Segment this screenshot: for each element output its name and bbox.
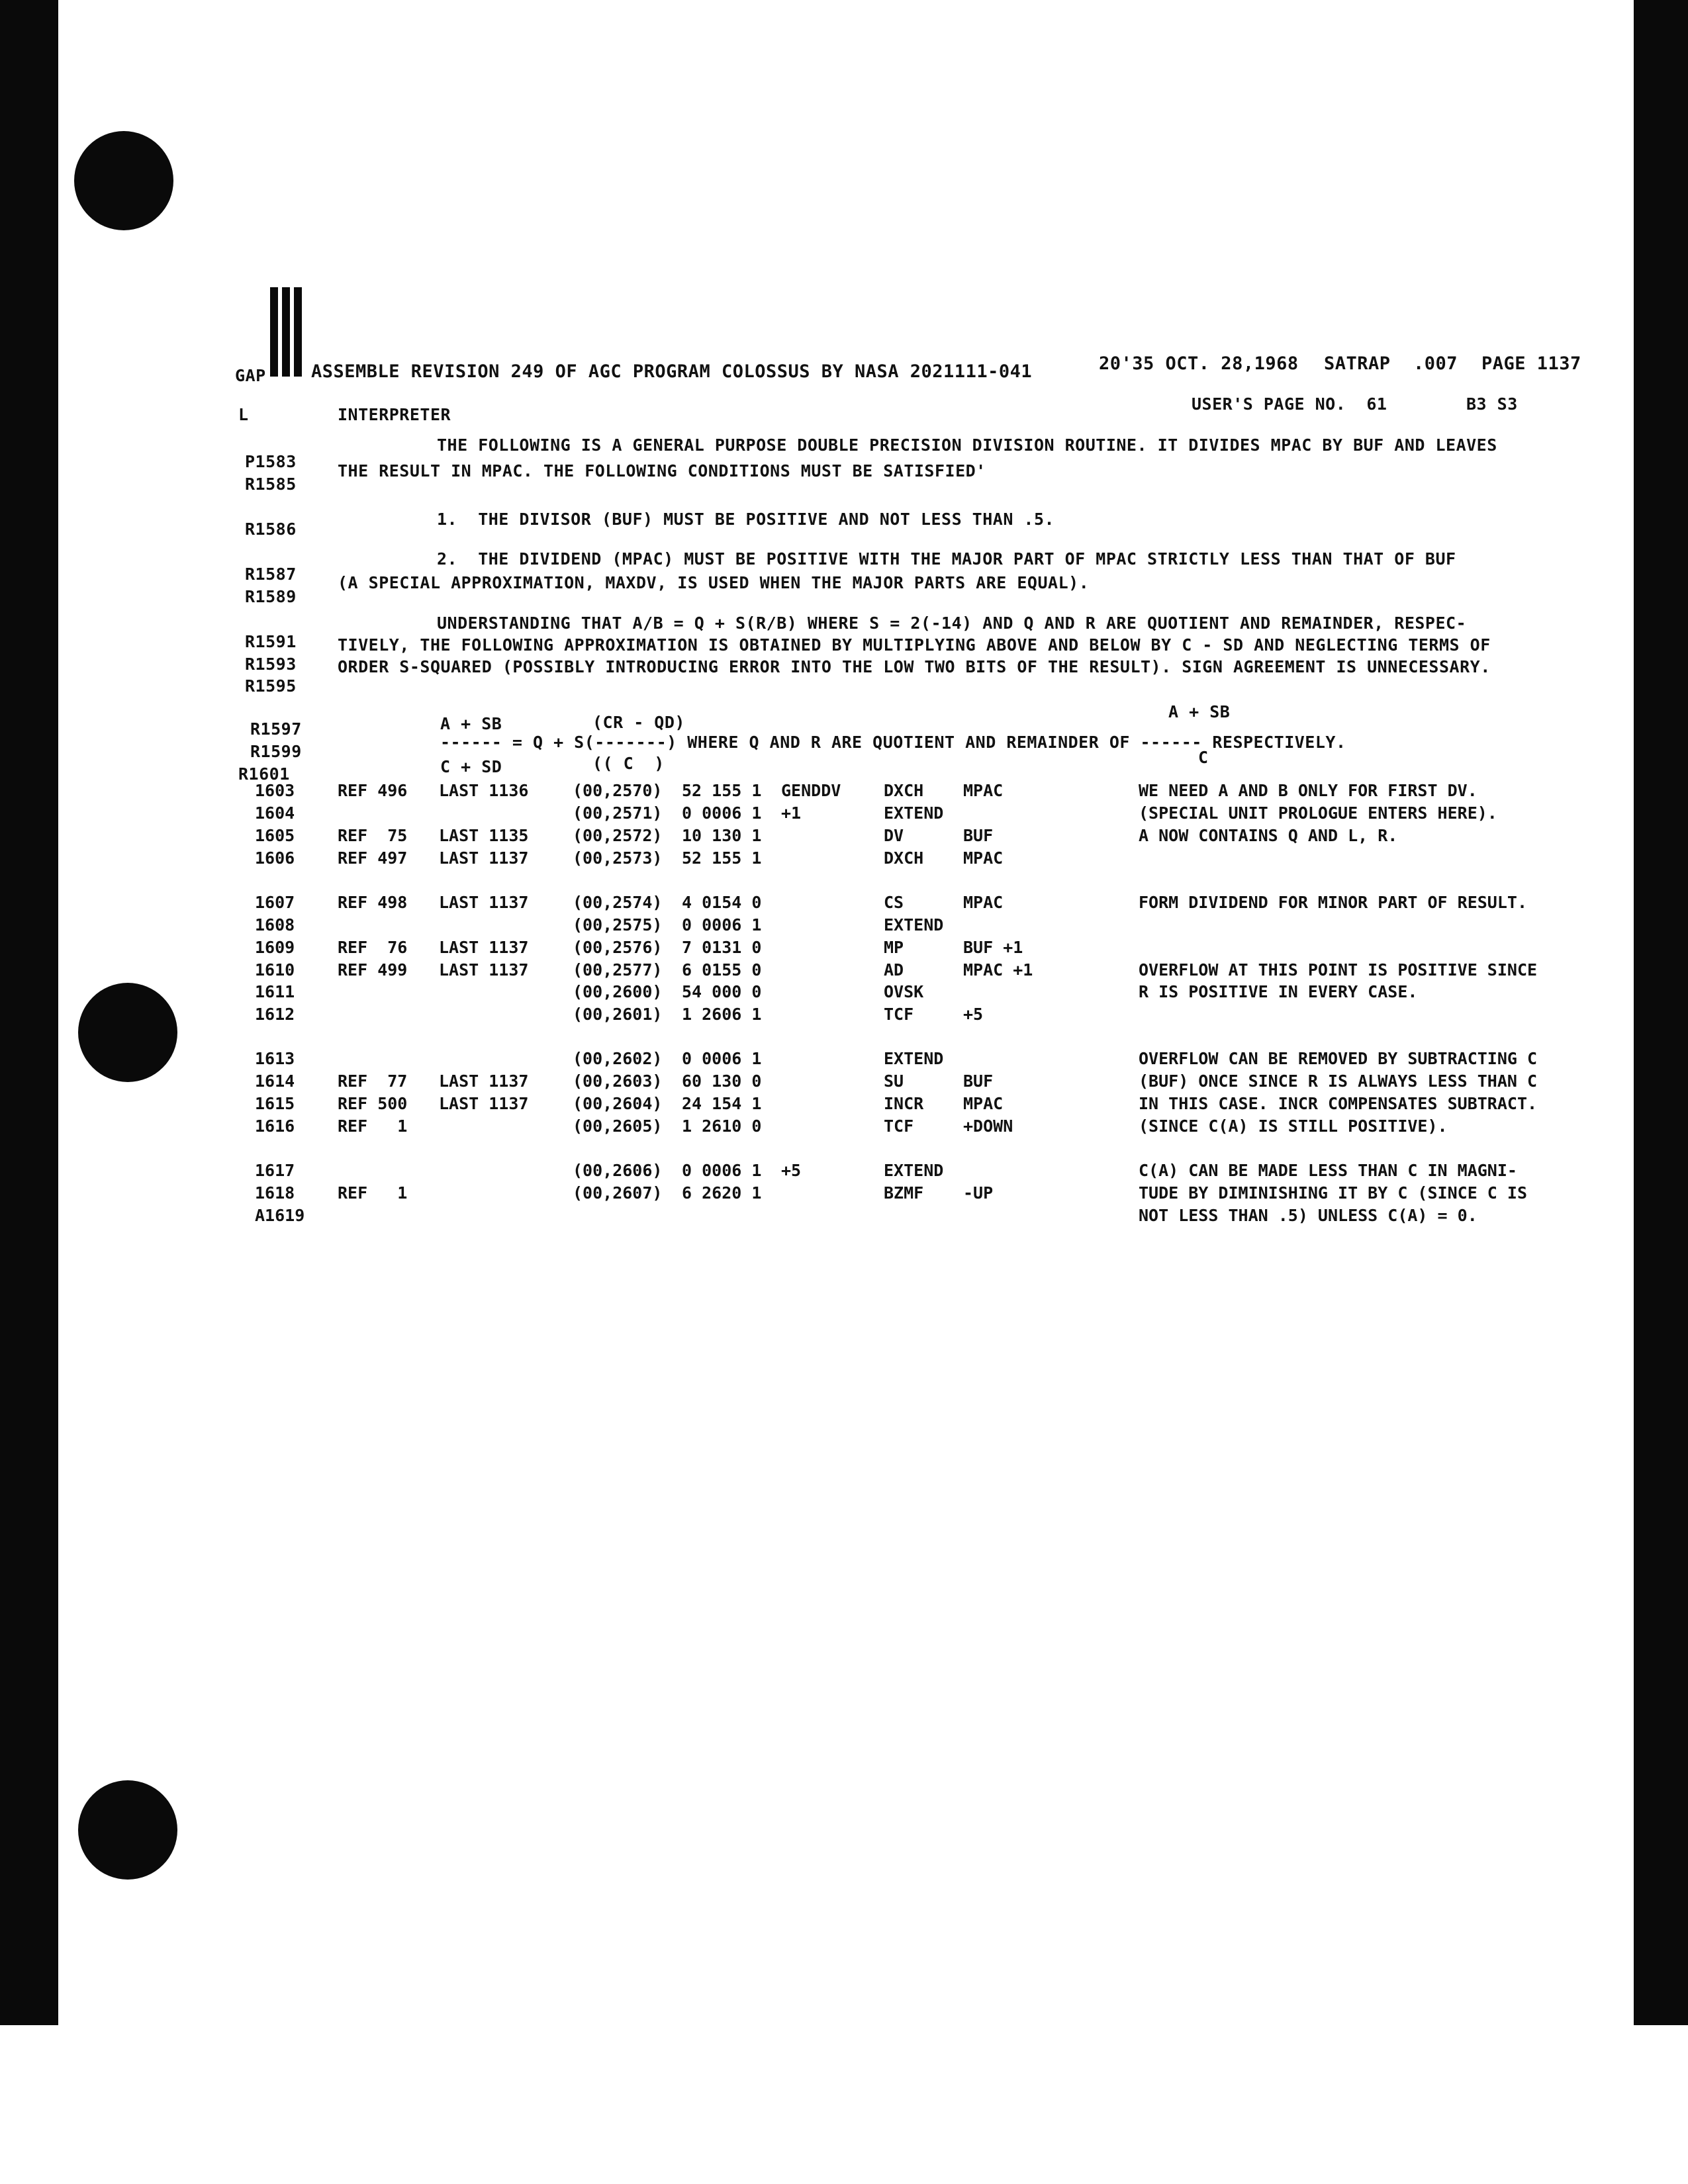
code-last: LAST 1137 bbox=[439, 1094, 529, 1113]
subheader-section: INTERPRETER bbox=[338, 405, 451, 424]
code-operand: MPAC bbox=[963, 848, 1004, 868]
remark-label: R1586 bbox=[245, 520, 297, 539]
formula-label: R1599 bbox=[250, 742, 302, 761]
code-last: LAST 1137 bbox=[439, 1071, 529, 1091]
code-ref: REF 498 bbox=[338, 893, 408, 912]
scan-edge-left bbox=[0, 0, 58, 2025]
code-octal-word: 24 154 1 bbox=[682, 1094, 762, 1113]
code-opcode: EXTEND bbox=[884, 803, 944, 823]
subheader-type: L bbox=[238, 405, 249, 424]
formula-label: R1597 bbox=[250, 719, 302, 739]
remark-text: ORDER S-SQUARED (POSSIBLY INTRODUCING ERROR INTO THE LOW TWO BITS OF THE RESULT). SIGN AGREEMENT IS UNNECESSARY. bbox=[338, 657, 1491, 676]
code-address: (00,2571) bbox=[573, 803, 663, 823]
code-address: (00,2601) bbox=[573, 1005, 663, 1024]
code-octal-word: 60 130 0 bbox=[682, 1071, 762, 1091]
code-line-number: 1614 bbox=[255, 1071, 295, 1091]
formula-numerator-middle: (CR - QD) bbox=[592, 713, 685, 732]
code-address: (00,2572) bbox=[573, 826, 663, 845]
remark-text: 2. THE DIVIDEND (MPAC) MUST BE POSITIVE WITH THE MAJOR PART OF MPAC STRICTLY LESS THAN THAT OF BUF bbox=[437, 549, 1456, 569]
code-opcode: INCR bbox=[884, 1094, 924, 1113]
listing-marker-bars bbox=[270, 287, 303, 377]
code-ref: REF 75 bbox=[338, 826, 408, 845]
code-ref: REF 497 bbox=[338, 848, 408, 868]
code-opcode: EXTEND bbox=[884, 915, 944, 934]
code-last: LAST 1137 bbox=[439, 960, 529, 979]
code-line-number: 1613 bbox=[255, 1049, 295, 1068]
code-ref: REF 1 bbox=[338, 1183, 408, 1203]
subheader-codes: B3 S3 bbox=[1466, 394, 1518, 414]
header-timestamp: 20'35 OCT. 28,1968 bbox=[1099, 353, 1299, 374]
remark-label: R1595 bbox=[245, 676, 297, 696]
code-last: LAST 1137 bbox=[439, 893, 529, 912]
code-comment: TUDE BY DIMINISHING IT BY C (SINCE C IS bbox=[1139, 1183, 1527, 1203]
code-octal-word: 10 130 1 bbox=[682, 826, 762, 845]
code-octal-word: 7 0131 0 bbox=[682, 938, 762, 957]
code-comment: NOT LESS THAN .5) UNLESS C(A) = 0. bbox=[1139, 1206, 1477, 1225]
code-last: LAST 1136 bbox=[439, 781, 529, 800]
formula-main-line: ------ = Q + S(-------) WHERE Q AND R ARE QUOTIENT AND REMAINDER OF ------ RESPECTIVELY. bbox=[440, 733, 1346, 752]
code-line-number: 1615 bbox=[255, 1094, 295, 1113]
code-opcode: EXTEND bbox=[884, 1161, 944, 1180]
code-comment: C(A) CAN BE MADE LESS THAN C IN MAGNI- bbox=[1139, 1161, 1517, 1180]
code-comment: OVERFLOW CAN BE REMOVED BY SUBTRACTING C bbox=[1139, 1049, 1538, 1068]
code-octal-word: 0 0006 1 bbox=[682, 803, 762, 823]
remark-text: UNDERSTANDING THAT A/B = Q + S(R/B) WHERE S = 2(-14) AND Q AND R ARE QUOTIENT AND REMAINDER, RESPEC- bbox=[437, 614, 1467, 633]
code-octal-word: 4 0154 0 bbox=[682, 893, 762, 912]
code-line-number: 1609 bbox=[255, 938, 295, 957]
code-ref: REF 499 bbox=[338, 960, 408, 979]
code-ref: REF 76 bbox=[338, 938, 408, 957]
code-last: LAST 1137 bbox=[439, 848, 529, 868]
header-assemble-line: ASSEMBLE REVISION 249 OF AGC PROGRAM COLOSSUS BY NASA 2021111-041 bbox=[311, 361, 1033, 382]
code-line-number: 1611 bbox=[255, 982, 295, 1001]
code-octal-word: 52 155 1 bbox=[682, 781, 762, 800]
code-ref: REF 1 bbox=[338, 1116, 408, 1136]
code-address: (00,2600) bbox=[573, 982, 663, 1001]
code-octal-word: 0 0006 1 bbox=[682, 915, 762, 934]
code-octal-word: 6 0155 0 bbox=[682, 960, 762, 979]
formula-label: R1601 bbox=[238, 764, 290, 784]
code-operand: +5 bbox=[963, 1005, 984, 1024]
code-opcode: BZMF bbox=[884, 1183, 924, 1203]
code-octal-word: 0 0006 1 bbox=[682, 1049, 762, 1068]
punch-hole-middle bbox=[78, 983, 177, 1082]
punch-hole-bottom bbox=[78, 1780, 177, 1880]
formula-denominator-right: C bbox=[1198, 748, 1209, 767]
code-address: (00,2603) bbox=[573, 1071, 663, 1091]
header-program: SATRAP bbox=[1324, 353, 1391, 374]
code-line-number: 1604 bbox=[255, 803, 295, 823]
code-opcode: CS bbox=[884, 893, 904, 912]
punch-hole-top bbox=[74, 131, 173, 230]
code-line-number: A1619 bbox=[255, 1206, 305, 1225]
code-address: (00,2570) bbox=[573, 781, 663, 800]
code-comment: FORM DIVIDEND FOR MINOR PART OF RESULT. bbox=[1139, 893, 1527, 912]
code-octal-word: 54 000 0 bbox=[682, 982, 762, 1001]
code-address: (00,2576) bbox=[573, 938, 663, 957]
formula-denominator-middle: (( C ) bbox=[592, 754, 665, 773]
code-line-number: 1607 bbox=[255, 893, 295, 912]
code-opcode: SU bbox=[884, 1071, 904, 1091]
code-opcode: DXCH bbox=[884, 848, 924, 868]
code-address: (00,2577) bbox=[573, 960, 663, 979]
code-operand: MPAC bbox=[963, 781, 1004, 800]
code-opcode: OVSK bbox=[884, 982, 924, 1001]
code-comment: IN THIS CASE. INCR COMPENSATES SUBTRACT. bbox=[1139, 1094, 1538, 1113]
code-label: +1 bbox=[781, 803, 802, 823]
code-label: +5 bbox=[781, 1161, 802, 1180]
code-comment: (BUF) ONCE SINCE R IS ALWAYS LESS THAN C bbox=[1139, 1071, 1538, 1091]
header-version: .007 bbox=[1413, 353, 1458, 374]
code-octal-word: 6 2620 1 bbox=[682, 1183, 762, 1203]
code-operand: BUF bbox=[963, 826, 994, 845]
code-operand: +DOWN bbox=[963, 1116, 1013, 1136]
code-address: (00,2575) bbox=[573, 915, 663, 934]
code-operand: MPAC +1 bbox=[963, 960, 1033, 979]
remark-text: THE FOLLOWING IS A GENERAL PURPOSE DOUBLE PRECISION DIVISION ROUTINE. IT DIVIDES MPAC BY BUF AND LEAVES bbox=[437, 435, 1497, 455]
code-address: (00,2602) bbox=[573, 1049, 663, 1068]
code-comment: (SPECIAL UNIT PROLOGUE ENTERS HERE). bbox=[1139, 803, 1497, 823]
remark-label: P1583 bbox=[245, 452, 297, 471]
code-operand: MPAC bbox=[963, 893, 1004, 912]
code-opcode: MP bbox=[884, 938, 904, 957]
code-comment: (SINCE C(A) IS STILL POSITIVE). bbox=[1139, 1116, 1448, 1136]
code-ref: REF 77 bbox=[338, 1071, 408, 1091]
code-operand: BUF bbox=[963, 1071, 994, 1091]
code-last: LAST 1137 bbox=[439, 938, 529, 957]
code-comment: R IS POSITIVE IN EVERY CASE. bbox=[1139, 982, 1418, 1001]
formula-numerator-right: A + SB bbox=[1168, 702, 1231, 721]
code-address: (00,2605) bbox=[573, 1116, 663, 1136]
remark-text: 1. THE DIVISOR (BUF) MUST BE POSITIVE AND NOT LESS THAN .5. bbox=[437, 510, 1055, 529]
code-ref: REF 496 bbox=[338, 781, 408, 800]
code-address: (00,2574) bbox=[573, 893, 663, 912]
code-octal-word: 1 2606 1 bbox=[682, 1005, 762, 1024]
code-opcode: DV bbox=[884, 826, 904, 845]
code-opcode: EXTEND bbox=[884, 1049, 944, 1068]
code-line-number: 1605 bbox=[255, 826, 295, 845]
code-address: (00,2604) bbox=[573, 1094, 663, 1113]
code-opcode: AD bbox=[884, 960, 904, 979]
remark-text: (A SPECIAL APPROXIMATION, MAXDV, IS USED WHEN THE MAJOR PARTS ARE EQUAL). bbox=[338, 573, 1090, 592]
remark-label: R1591 bbox=[245, 632, 297, 651]
code-address: (00,2607) bbox=[573, 1183, 663, 1203]
remark-text: TIVELY, THE FOLLOWING APPROXIMATION IS OBTAINED BY MULTIPLYING ABOVE AND BELOW BY C - SD AND NEGLECTING TERMS OF bbox=[338, 635, 1491, 655]
remark-label: R1589 bbox=[245, 587, 297, 606]
code-octal-word: 52 155 1 bbox=[682, 848, 762, 868]
code-ref: REF 500 bbox=[338, 1094, 408, 1113]
code-comment: OVERFLOW AT THIS POINT IS POSITIVE SINCE bbox=[1139, 960, 1538, 979]
code-opcode: DXCH bbox=[884, 781, 924, 800]
code-line-number: 1610 bbox=[255, 960, 295, 979]
code-label: GENDDV bbox=[781, 781, 841, 800]
header-page: PAGE 1137 bbox=[1481, 353, 1581, 374]
remark-label: R1585 bbox=[245, 475, 297, 494]
code-line-number: 1608 bbox=[255, 915, 295, 934]
code-operand: MPAC bbox=[963, 1094, 1004, 1113]
code-operand: BUF +1 bbox=[963, 938, 1023, 957]
remark-label: R1593 bbox=[245, 655, 297, 674]
code-line-number: 1603 bbox=[255, 781, 295, 800]
header-prefix: GAP bbox=[235, 366, 266, 385]
remark-label: R1587 bbox=[245, 565, 297, 584]
remark-text: THE RESULT IN MPAC. THE FOLLOWING CONDITIONS MUST BE SATISFIED' bbox=[338, 461, 986, 480]
code-address: (00,2573) bbox=[573, 848, 663, 868]
code-line-number: 1616 bbox=[255, 1116, 295, 1136]
code-line-number: 1618 bbox=[255, 1183, 295, 1203]
code-operand: -UP bbox=[963, 1183, 994, 1203]
scan-edge-right bbox=[1634, 0, 1688, 2025]
code-opcode: TCF bbox=[884, 1005, 914, 1024]
subheader-user-page: USER'S PAGE NO. 61 bbox=[1192, 394, 1387, 414]
formula-denominator-left: C + SD bbox=[440, 757, 502, 776]
formula-numerator-left: A + SB bbox=[440, 714, 502, 733]
code-last: LAST 1135 bbox=[439, 826, 529, 845]
code-octal-word: 1 2610 0 bbox=[682, 1116, 762, 1136]
code-address: (00,2606) bbox=[573, 1161, 663, 1180]
code-octal-word: 0 0006 1 bbox=[682, 1161, 762, 1180]
code-comment: WE NEED A AND B ONLY FOR FIRST DV. bbox=[1139, 781, 1477, 800]
code-opcode: TCF bbox=[884, 1116, 914, 1136]
code-line-number: 1617 bbox=[255, 1161, 295, 1180]
code-comment: A NOW CONTAINS Q AND L, R. bbox=[1139, 826, 1398, 845]
code-line-number: 1612 bbox=[255, 1005, 295, 1024]
code-line-number: 1606 bbox=[255, 848, 295, 868]
